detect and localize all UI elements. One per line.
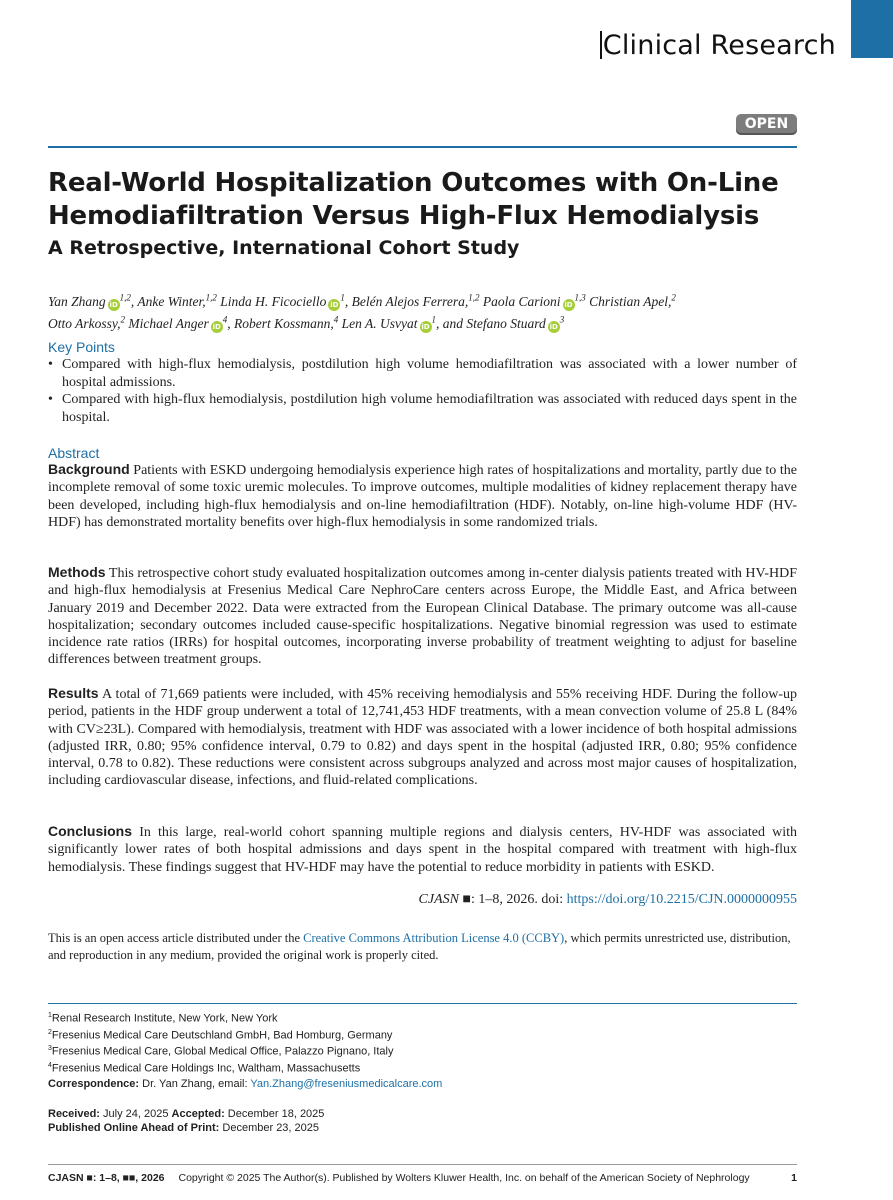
affiliation: $^1$Renal Research Institute, New York, New York	[48, 1012, 278, 1025]
abstract-conclusions: Conclusions In this large, real-world cohort spanning multiple regions and dialysis centers, HV-HDF was associated with significantly lower rates of both hospital admissions and days spent in the hospital compared with treatment with high-flux hemodialysis. These findings suggest that HV-HDF may have the potential to reduce morbidity in patients with ESKD.	[48, 823, 798, 875]
affiliation: $^4$Fresenius Medical Care Holdings Inc, Waltham, Massachusetts	[48, 1061, 361, 1075]
correspondence: Correspondence: Dr. Yan Zhang, email: Yan.Zhang@freseniusmedicalcare.com	[48, 1078, 443, 1090]
footer-copyright: Copyright © 2025 The Author(s). Published by Wolters Kluwer Health, Inc. on behalf of the American Society of Nephrology	[178, 1172, 750, 1184]
abstract-heading: Abstract	[48, 445, 100, 461]
author: Michael Anger $iD^4$,	[128, 314, 234, 331]
affiliations	[48, 1009, 393, 1076]
page-number: 1	[791, 1172, 797, 1184]
section-label-text: Clinical Research	[602, 30, 836, 61]
section-color-tab	[851, 0, 893, 58]
orcid-icon[interactable]: iD	[212, 323, 221, 331]
key-points-list	[48, 356, 797, 426]
orcid-icon[interactable]: iD	[330, 300, 339, 309]
footer-journal: CJASN ■: 1–8, ■■, 2026	[48, 1172, 165, 1184]
author: Len A. Usvyat $iD^1$,	[341, 314, 443, 331]
orcid-icon[interactable]: iD	[564, 300, 573, 309]
section-divider	[600, 31, 602, 59]
author: Paola Carioni iD$^{1,3}$	[482, 292, 586, 309]
author: Belén Alejos Ferrera,$^{1,2}$	[351, 292, 480, 309]
affiliation: $^3$Fresenius Medical Care, Global Medical Office, Palazzo Pignano, Italy	[48, 1045, 394, 1058]
affiliations-rule	[48, 1003, 797, 1004]
footer-rule	[48, 1164, 797, 1165]
key-points-heading: Key Points	[48, 339, 115, 355]
abstract-background: Background Patients with ESKD undergoing hemodialysis experience high rates of hospitalizations and mortality, partly due to the incomplete removal of some toxic uremic molecules. To improve outcomes, multiple modalities of kidney replacement therapy have been developed, including high-flux hemodialysis and on-line hemodiafiltration (HDF). Notably, on-line high-volume HDF (HV-HDF) has demonstrated mortality benefits over high-flux hemodialysis in some randomized trials.	[48, 461, 797, 530]
section-label	[600, 30, 836, 61]
abstract-results: Results A total of 71,669 patients were included, with 45% receiving hemodialysis and 55% receiving HDF. During the follow-up period, patients in the HDF group underwent a total of 12,741,453 HDF treatments, with a mean convection volume of 25.8 L (84% with CV≥23L). Compared with hemodialysis, treatment with HDF was associated with a lower incidence of both hospital admissions (adjusted IRR, 0.80; 95% confidence interval, 0.79 to 0.82) and days spent in the hospital (adjusted IRR, 0.80; 95% confidence interval, 0.78 to 0.82). These reductions were consistent across subgroups analyzed and across most major causes of hospitalization, including cardiovascular disease, infections, and fluid-related complications.	[48, 685, 797, 789]
orcid-icon[interactable]: iD	[109, 300, 118, 309]
open-access-badge: OPEN	[736, 114, 797, 135]
orcid-icon[interactable]: iD	[421, 323, 430, 331]
article-subtitle: A Retrospective, International Cohort Study	[48, 237, 520, 259]
article-title: Real-World Hospitalization Outcomes with On-Line Hemodiafiltration Versus High-Flux Hemodialysis	[48, 168, 779, 231]
author: Yan Zhang iD$^{1,2}$,	[48, 292, 138, 309]
email-link[interactable]: Yan.Zhang@freseniusmedicalcare.com	[250, 1078, 443, 1090]
author: and Stefano Stuard $iD^3$	[442, 314, 565, 331]
abstract-methods: Methods This retrospective cohort study evaluated hospitalization outcomes among in-center dialysis patients treated with HV-HDF and high-flux hemodialysis at Fresenius Medical Care NephroCare centers across Europe, the Middle East, and Africa between January 2019 and December 2022. Data were extracted from the European Clinical Database. The primary outcome was all-cause hospitalization; secondary outcomes included cause-specific hospitalizations. Negative binomial regression was used to estimate incidence rate ratios (IRRs) for hospital outcomes, incorporating inverse probability of treatment weighting to adjust for baseline differences between treatment groups.	[48, 564, 798, 668]
license-statement: This is an open access article distributed under the Creative Commons Attribution License 4.0 (CCBY), which permits unrestricted use, distribution, and reproduction in any medium, provided the original work is properly cited.	[48, 931, 791, 962]
received-accepted: Received: July 24, 2025 Accepted: December 18, 2025	[48, 1108, 325, 1120]
affiliation: $^2$Fresenius Medical Care Deutschland GmbH, Bad Homburg, Germany	[48, 1028, 393, 1042]
orcid-icon[interactable]: iD	[549, 323, 558, 331]
citation-line: CJASN ■: 1–8, 2026. doi: https://doi.org/10.2215/CJN.0000000955	[418, 892, 797, 907]
published-online: Published Online Ahead of Print: December 23, 2025	[48, 1122, 320, 1134]
header-rule	[48, 146, 797, 148]
page-footer	[48, 1172, 797, 1184]
author: Robert Kossmann,$^4$	[234, 314, 339, 331]
article-dates	[48, 1107, 324, 1135]
author: Anke Winter,$^{1,2}$	[137, 292, 217, 309]
key-point: • Compared with high-flux hemodialysis, postdilution high volume hemodiafiltration was associated with a lower number of hospital admissions.	[48, 356, 797, 391]
author: Linda H. Ficociello $iD^1$,	[220, 292, 352, 309]
license-link[interactable]: Creative Commons Attribution License 4.0 (CCBY)	[303, 931, 565, 945]
author-list	[48, 288, 808, 333]
doi-link[interactable]: https://doi.org/10.2215/CJN.0000000955	[566, 892, 797, 907]
author: Christian Apel,$^2$	[589, 292, 676, 309]
key-point: • Compared with high-flux hemodialysis, postdilution high volume hemodiafiltration was associated with reduced days spent in the hospital.	[48, 391, 797, 426]
author: Otto Arkossy,$^2$	[48, 314, 126, 331]
